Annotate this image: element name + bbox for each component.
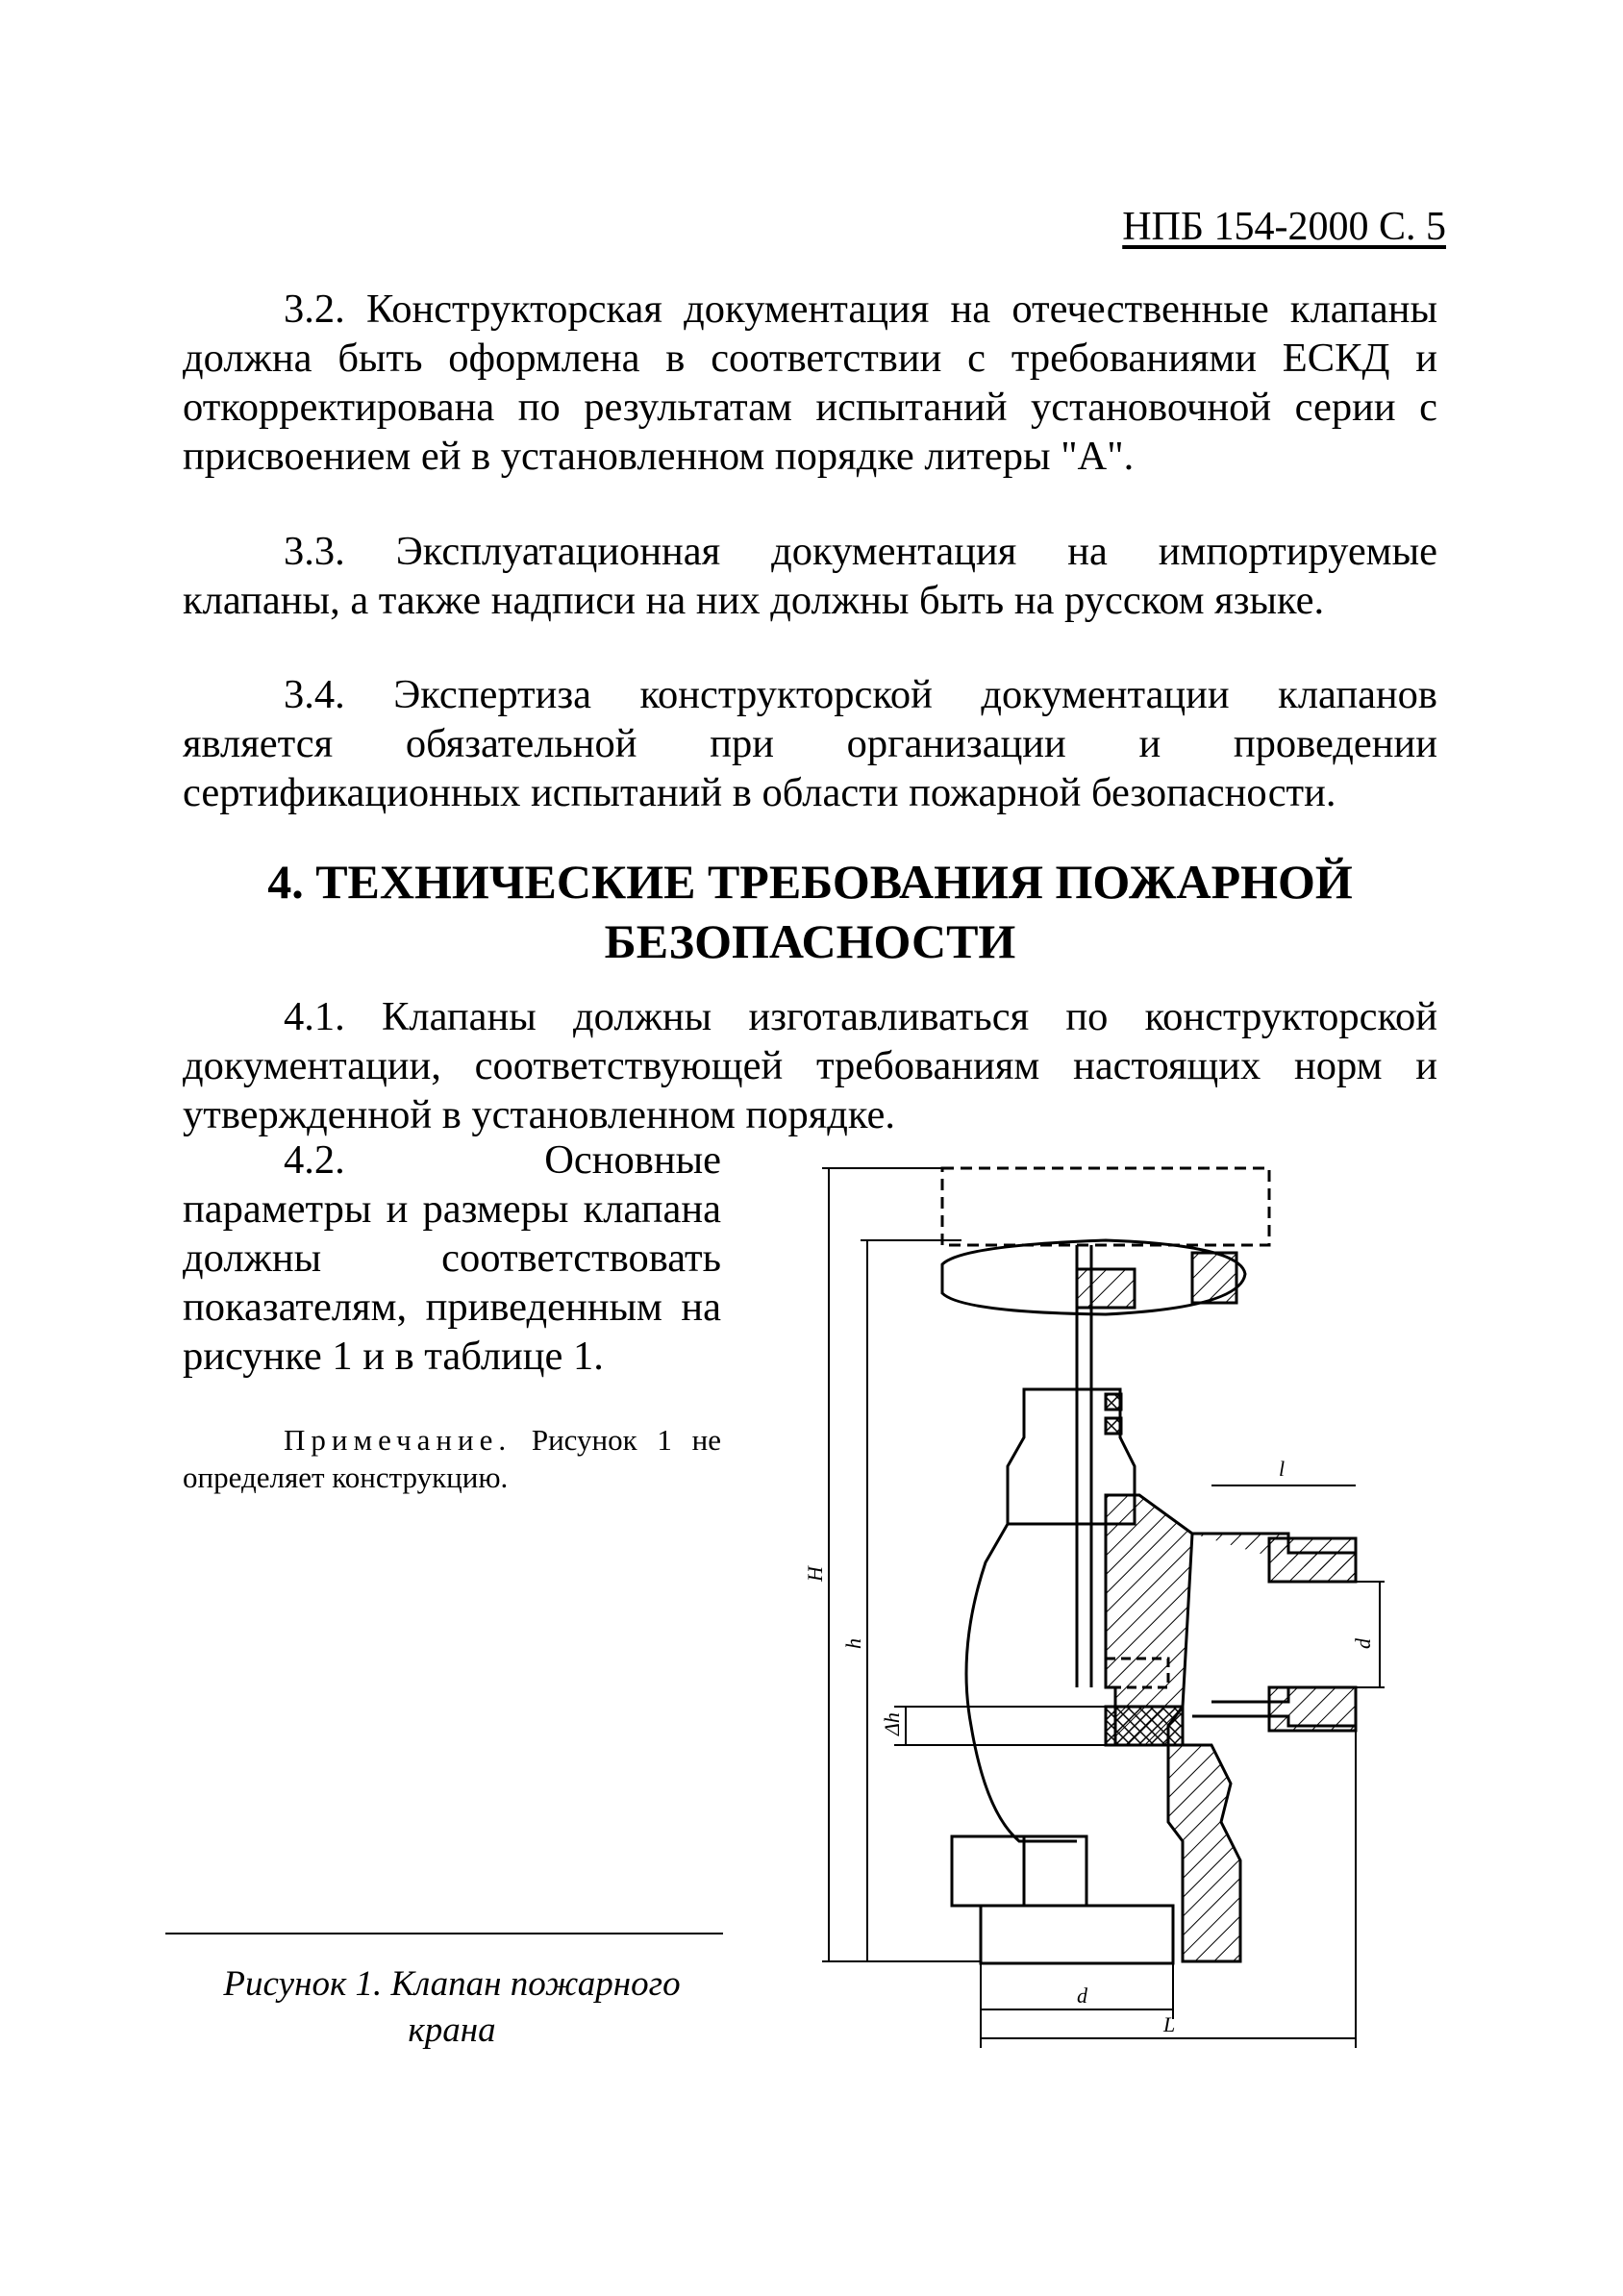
gland-seal-1 — [1106, 1394, 1121, 1410]
outlet-thread-bottom — [1269, 1687, 1356, 1731]
inlet-nut — [952, 1836, 1086, 1906]
caption-rule — [165, 1933, 723, 1934]
note — [183, 1421, 721, 1496]
label-dh: Δh — [880, 1712, 904, 1735]
valve-body — [966, 1524, 1077, 1841]
figure-caption: Рисунок 1. Клапан пожарного крана — [223, 1964, 681, 2050]
label-d-outlet: d — [1351, 1638, 1375, 1649]
paragraph-4-2 — [183, 1136, 721, 1381]
paragraph-3-3 — [183, 527, 1437, 625]
paragraph-3-4 — [183, 670, 1437, 817]
label-l: l — [1279, 1457, 1286, 1481]
paragraph-3-3-text: 3.3. Эксплуатационная документация на импортируемые клапаны, а также надписи на них должны быть на русском языке. — [183, 529, 1437, 623]
paragraph-3-2 — [183, 285, 1437, 481]
handwheel-section — [1192, 1253, 1236, 1303]
paragraph-4-1-text: 4.1. Клапаны должны изготавливаться по конструкторской документации, соответствующей требованиям настоящих норм и утвержденной в установленном порядке. — [183, 994, 1437, 1137]
label-h: h — [841, 1638, 865, 1649]
note-text: Рисунок 1 не определяет конструкцию. — [183, 1423, 721, 1494]
valve-seat — [1106, 1707, 1183, 1745]
outlet-thread-top — [1269, 1538, 1356, 1582]
label-H: H — [803, 1566, 827, 1582]
paragraph-3-4-text: 3.4. Экспертиза конструкторской документации клапанов является обязательной при организации и проведении сертификационных испытаний в области пожарной безопасности. — [183, 672, 1437, 815]
label-L: L — [1163, 2012, 1176, 2036]
valve-drawing — [788, 1149, 1385, 2053]
page-header: НПБ 154-2000 С. 5 — [1122, 205, 1446, 249]
section-4-title: 4. ТЕХНИЧЕСКИЕ ТРЕБОВАНИЯ ПОЖАРНОЙ БЕЗОПАСНОСТИ — [267, 855, 1353, 968]
paragraph-4-1 — [183, 992, 1437, 1139]
paragraph-3-2-text: 3.2. Конструкторская документация на отечественные клапаны должна быть оформлена в соответствии с требованиями ЕСКД и откорректирована по результатам испытаний установочной серии с присвоением ей в установленном порядке литеры "А". — [183, 287, 1437, 479]
gland-seal-2 — [1106, 1418, 1121, 1434]
inlet-thread — [981, 1906, 1173, 1963]
lower-body-section — [1168, 1745, 1240, 1961]
note-label: Примечание. — [284, 1423, 512, 1457]
spindle-nut — [1077, 1269, 1135, 1308]
label-d-inlet: d — [1077, 1984, 1087, 2008]
dashed-clearance-box — [942, 1168, 1269, 1245]
paragraph-4-2-text: 4.2. Основные параметры и размеры клапана должны соответствовать показателям, приведенным на рисунке 1 и в таблице 1. — [183, 1137, 721, 1379]
